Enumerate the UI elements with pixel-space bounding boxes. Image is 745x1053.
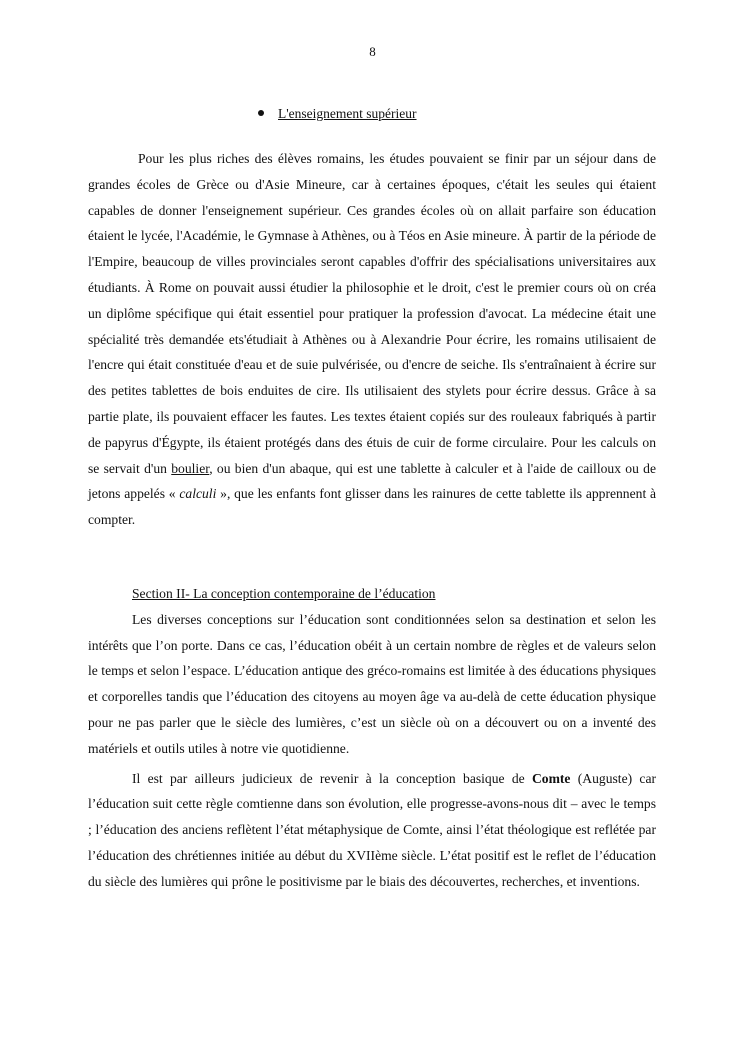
paragraph-higher-education (88, 146, 656, 533)
paragraph-text-main: Pour les plus riches des élèves romains, les études pouvaient se finir par un séjour dans de grandes écoles de Grèce ou d'Asie Mineure, car à certaines époques, c'était les seules qui étaient capables de donner l'enseignement supérieur. Ces grandes écoles où on allait parfaire son éducation étaient le lycée, l'Académie, le Gymnase à Athènes, ou à Téos en Asie mineure. À partir de la période de l'Empire, beaucoup de villes provinciales seront capables d'offrir des spécialisations universitaires aux étudiants. À Rome on pouvait aussi étudier la philosophie et le droit, c'est le premier cours où on créa un diplôme spécifique qui était essentiel pour pratiquer la profession d'avocat. La médecine était une spécialité très demandée ets'étudiait à Athènes ou à Alexandrie Pour écrire, les romains utilisaient de l'encre qui était constituée d'eau et de suie pulvérisée, ou d'encre de seiche. Ils s'entraînaient à écrire sur des petites tablettes de bois enduites de cire. Ils utilisaient des stylets pour écrire dessus. Grâce à sa partie plate, ils pouvaient effacer les fautes. Les textes étaient copiés sur des rouleaux fabriqués à partir de papyrus d'Égypte, ils étaient protégés dans des étuis de cuir de forme circulaire. Pour les calculs on se servait d'un (88, 151, 657, 476)
paragraph-text (88, 146, 656, 533)
section-paragraph-2 (88, 766, 656, 895)
bullet-dot-icon (258, 110, 264, 116)
comte-name: Comte (531, 770, 571, 786)
section-paragraph-2-end: (Auguste) car l’éducation suit cette règle comtienne dans son évolution, elle progresse-avons-nous dit – avec le temps ; l’éducation des anciens reflètent l’état métaphysique de Comte, ainsi l’état théologique est reflétée par l’éducation des chrétiennes initiée au début du XVIIème siècle. L’état positif est le reflet de l’éducation du siècle des lumières qui prône le positivisme par le biais des découvertes, recherches, et inventions. (88, 770, 657, 889)
page-number: 8 (369, 44, 376, 59)
section-title (88, 581, 656, 607)
section-title-text: Section II- La conception contemporaine de l’éducation (132, 586, 436, 601)
section-paragraph-2-start: Il est par ailleurs judicieux de revenir à la conception basique de (132, 770, 525, 786)
section-paragraph-1: Les diverses conceptions sur l’éducation sont conditionnées selon sa destination et selon les intérêts que l’on porte. Dans ce cas, l’éducation obéit à un certain nombre de règles et de valeurs selon le temps et selon l’espace. L’éducation antique des gréco-romains est limitée à des éducations physiques et corporelles tandis que l’éducation des citoyens au moyen âge va au-delà de cette éducation physique pour ne pas parler que le siècle des lumières, c’est un siècle où on a découvert ou on a inventé des matériels et outils utiles à notre vie quotidienne. (88, 611, 656, 756)
section-2-block (88, 581, 656, 895)
subheading-text: L'enseignement supérieur (278, 106, 417, 121)
boulier-link[interactable]: boulier (171, 460, 210, 476)
paragraph-text-middle: , ou bien d'un abaque, qui est une tablette à calculer et à l'aide de cailloux ou de jetons appelés « (88, 460, 656, 502)
paragraph-text-end: », que les enfants font glisser dans les rainures de cette tablette ils apprennent à compter. (88, 486, 657, 528)
calculi-term: calculi (179, 486, 217, 502)
subheading-bullet (258, 106, 417, 122)
